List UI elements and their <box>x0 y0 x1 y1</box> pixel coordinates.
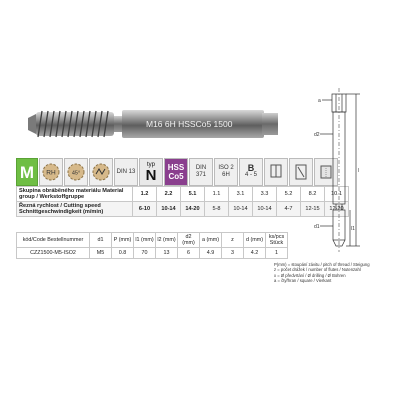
chamfer-sub: 4 - 5 <box>244 172 257 178</box>
pieces-cell: 1 <box>266 248 288 259</box>
chamfer-form-icon <box>239 158 263 186</box>
cutting-speed-label: Řezná rychlost / Cutting speed Schnittgeschwindigkeit (m/min) <box>17 202 133 217</box>
helix-angle-label: 45° <box>71 170 81 177</box>
din13-label: DIN 13 <box>116 168 136 175</box>
dim-a-label: a <box>318 98 321 104</box>
din371-bottom-label: 371 <box>195 172 206 178</box>
spec-header-row <box>17 233 288 248</box>
legend-line: P(mm) = stoupání závitu / pitch of thread / Steigung <box>274 262 370 267</box>
material-group-cell: 10.1 <box>325 187 349 202</box>
tap-engraving-text: M16 6H HSSCo5 1500 <box>146 119 233 129</box>
cutting-speed-cell: 10-14 <box>229 202 253 217</box>
cutting-speed-cell: 10-14 <box>253 202 277 217</box>
drawing-legend <box>274 262 396 284</box>
iso-top-label: ISO 2 <box>218 165 234 171</box>
legend-line: z = počet drážek / number of flutes / Nutenzahl <box>274 267 361 273</box>
drill-diameter-cell: 4.2 <box>244 248 266 259</box>
material-group-cell: 5.2 <box>277 187 301 202</box>
iso-tolerance-icon <box>214 158 238 186</box>
material-group-cell: 1.1 <box>205 187 229 202</box>
pitch-header: P (mm) <box>112 233 134 248</box>
material-group-cell: 2.2 <box>157 187 181 202</box>
type-value: N <box>145 166 157 184</box>
cutting-speed-cell: 12-20 <box>325 202 349 217</box>
length-header: l1 (mm) <box>134 233 156 248</box>
thread-length-header: l2 (mm) <box>156 233 178 248</box>
iso-bottom-label: 6H <box>222 172 230 178</box>
technical-drawing <box>294 86 384 256</box>
hss-bottom-label: Co5 <box>168 172 184 181</box>
length-cell: 70 <box>134 248 156 259</box>
shank-diameter-header: d2 (mm) <box>178 233 200 248</box>
material-group-cell: 5.1 <box>181 187 205 202</box>
cutting-speed-cell: 5-8 <box>205 202 229 217</box>
blind-hole-icon <box>264 158 288 186</box>
flutes-header: z <box>222 233 244 248</box>
type-n-icon <box>139 158 163 186</box>
din371-standard-icon <box>189 158 213 186</box>
specification-table <box>16 232 288 259</box>
pitch-cell: 0.8 <box>112 248 134 259</box>
cutting-speed-cell: 12-15 <box>301 202 325 217</box>
din371-top-label: DIN <box>195 165 207 171</box>
spec-data-row <box>17 248 288 259</box>
square-header: a (mm) <box>200 233 222 248</box>
legend-line: x = Ø předvrtání / Ø drilling / Ø Bohren <box>274 272 346 278</box>
thread-profile-icon <box>89 158 113 186</box>
material-group-cell: 3.3 <box>253 187 277 202</box>
tap-product-photo <box>14 98 284 150</box>
pieces-header: ks/pcs Stück <box>266 233 288 248</box>
dim-l-label: l <box>358 168 360 174</box>
d1-cell: M5 <box>90 248 112 259</box>
dim-d1-label: d1 <box>314 224 320 230</box>
code-header: kód/Code Bestellnummer <box>17 233 90 248</box>
hss-top-label: HSS <box>167 163 185 172</box>
cutting-speed-cell: 10-14 <box>157 202 181 217</box>
material-group-cell: 3.1 <box>229 187 253 202</box>
dim-l1-label: l1 <box>351 226 355 232</box>
type-caption: typ <box>146 161 155 168</box>
cutting-speed-cell: 4-7 <box>277 202 301 217</box>
property-icon-strip <box>16 158 338 186</box>
cutting-speed-cell: 6-10 <box>133 202 157 217</box>
material-icon <box>16 158 38 186</box>
coating-label: RH <box>46 169 56 177</box>
thread-length-cell: 13 <box>156 248 178 259</box>
material-group-label: Skupina obráběného materiálu Material group / Werkstoffgruppe <box>17 187 133 202</box>
hss-co5-material-icon <box>164 158 188 186</box>
din13-standard-icon <box>114 158 138 186</box>
helix-angle-icon <box>64 158 88 186</box>
code-cell: CZZ1500-M5-ISO2 <box>17 248 90 259</box>
material-group-cell: 1.2 <box>133 187 157 202</box>
material-group-cell: 8.2 <box>301 187 325 202</box>
chamfer-letter: B <box>247 163 255 173</box>
legend-line: a = čtyřhran / square / Vierkant <box>274 278 332 284</box>
d1-header: d1 <box>90 233 112 248</box>
shank-diameter-cell: 6 <box>178 248 200 259</box>
dim-d2-label: d2 <box>314 132 320 138</box>
cutting-speed-cell: 14-20 <box>181 202 205 217</box>
material-label: M <box>19 162 35 182</box>
flutes-cell: 3 <box>222 248 244 259</box>
drill-diameter-header: d (mm) <box>244 233 266 248</box>
square-cell: 4.9 <box>200 248 222 259</box>
coating-gear-icon <box>39 158 63 186</box>
